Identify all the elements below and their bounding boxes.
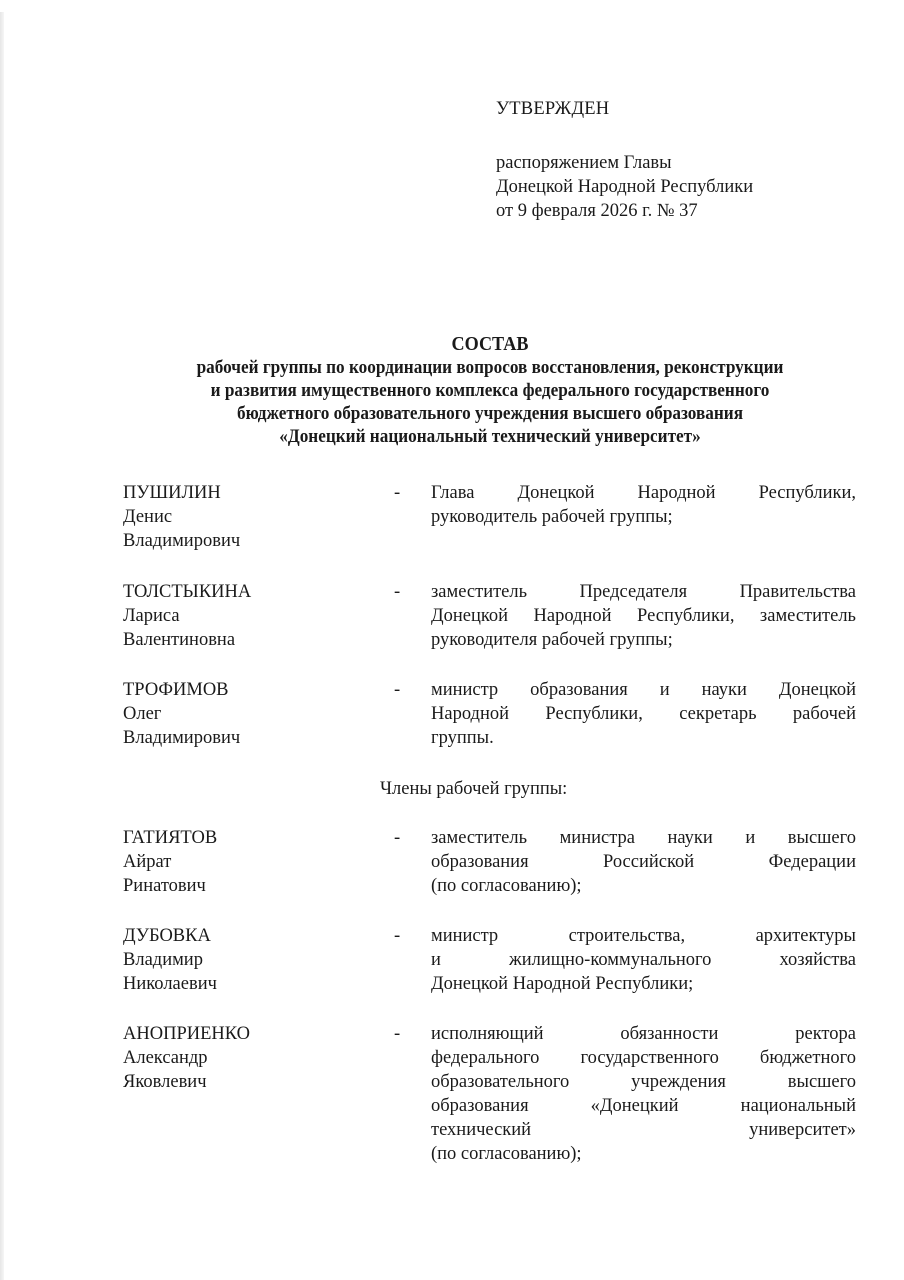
member-surname: ПУШИЛИН: [123, 483, 221, 503]
member-patronymic: Ринатович: [123, 876, 206, 896]
member-role-line: заместитель министра науки и высшего: [431, 828, 856, 848]
member-dash: -: [394, 483, 401, 503]
member-name: [123, 924, 383, 996]
document-title-block: [137, 333, 844, 449]
member-role-line: заместитель Председателя Правительства: [431, 582, 856, 602]
member-dash: -: [394, 828, 401, 848]
member-dash: -: [394, 680, 401, 700]
member-role-line: федерального государственного бюджетного: [431, 1048, 856, 1068]
member-dash: -: [394, 926, 401, 946]
member-role: [431, 1022, 856, 1166]
member-name: [123, 481, 383, 553]
member-role-line: (по согласованию);: [431, 1144, 582, 1164]
member-surname: ГАТИЯТОВ: [123, 828, 218, 848]
member-role: [431, 678, 856, 750]
approval-line: распоряжением Главы: [496, 153, 672, 173]
member-role-line: технический университет»: [431, 1120, 856, 1140]
member-name: [123, 580, 383, 652]
approval-line: от 9 февраля 2026 г. № 37: [496, 201, 698, 221]
member-name: [123, 826, 383, 898]
member-role: [431, 481, 856, 529]
member-patronymic: Валентиновна: [123, 630, 236, 650]
member-patronymic: Владимирович: [123, 728, 241, 748]
member-role: [431, 580, 856, 652]
member-role-line: образовательного учреждения высшего: [431, 1072, 856, 1092]
member-role-line: образования Российской Федерации: [431, 852, 856, 872]
document-heading: СОСТАВ: [451, 334, 529, 355]
member-first-name: Лариса: [123, 606, 180, 626]
member-role-line: исполняющий обязанности ректора: [431, 1024, 856, 1044]
document-subtitle-line: «Донецкий национальный технический университет»: [279, 427, 701, 447]
member-first-name: Владимир: [123, 950, 203, 970]
approval-stamp: УТВЕРЖДЕН: [496, 99, 610, 119]
member-first-name: Александр: [123, 1048, 208, 1068]
member-role-line: образования «Донецкий национальный: [431, 1096, 856, 1116]
member-role-line: и жилищно-коммунального хозяйства: [431, 950, 856, 970]
member-surname: АНОПРИЕНКО: [123, 1024, 250, 1044]
approval-line: Донецкой Народной Республики: [496, 177, 754, 197]
member-role-line: группы.: [431, 728, 494, 748]
member-name: [123, 678, 383, 750]
member-dash: -: [394, 1024, 401, 1044]
approval-block: [496, 97, 753, 223]
member-patronymic: Владимирович: [123, 531, 241, 551]
member-first-name: Айрат: [123, 852, 172, 872]
member-role: [431, 826, 856, 898]
document-subtitle-line: рабочей группы по координации вопросов восстановления, реконструкции: [196, 358, 784, 378]
members-section-heading: Члены рабочей группы:: [380, 779, 568, 799]
document-subtitle-line: бюджетного образовательного учреждения высшего образования: [236, 404, 744, 424]
document-subtitle-line: и развития имущественного комплекса федерального государственного: [210, 381, 770, 401]
member-patronymic: Николаевич: [123, 974, 217, 994]
member-role-line: (по согласованию);: [431, 876, 582, 896]
member-role-line: министр строительства, архитектуры: [431, 926, 856, 946]
member-first-name: Денис: [123, 507, 173, 527]
member-surname: ТОЛСТЫКИНА: [123, 582, 252, 602]
member-name: [123, 1022, 383, 1094]
member-role-line: Донецкой Народной Республики;: [431, 974, 694, 994]
member-role-line: министр образования и науки Донецкой: [431, 680, 856, 700]
member-first-name: Олег: [123, 704, 162, 724]
member-role-line: Глава Донецкой Народной Республики,: [431, 483, 856, 503]
member-role-line: Донецкой Народной Республики, заместитель: [431, 606, 856, 626]
member-role: [431, 924, 856, 996]
member-role-line: руководитель рабочей группы;: [431, 507, 673, 527]
member-surname: ДУБОВКА: [123, 926, 211, 946]
member-surname: ТРОФИМОВ: [123, 680, 229, 700]
member-role-line: Народной Республики, секретарь рабочей: [431, 704, 856, 724]
member-dash: -: [394, 582, 401, 602]
scan-page-edge: [0, 12, 4, 1280]
member-patronymic: Яковлевич: [123, 1072, 207, 1092]
member-role-line: руководителя рабочей группы;: [431, 630, 673, 650]
